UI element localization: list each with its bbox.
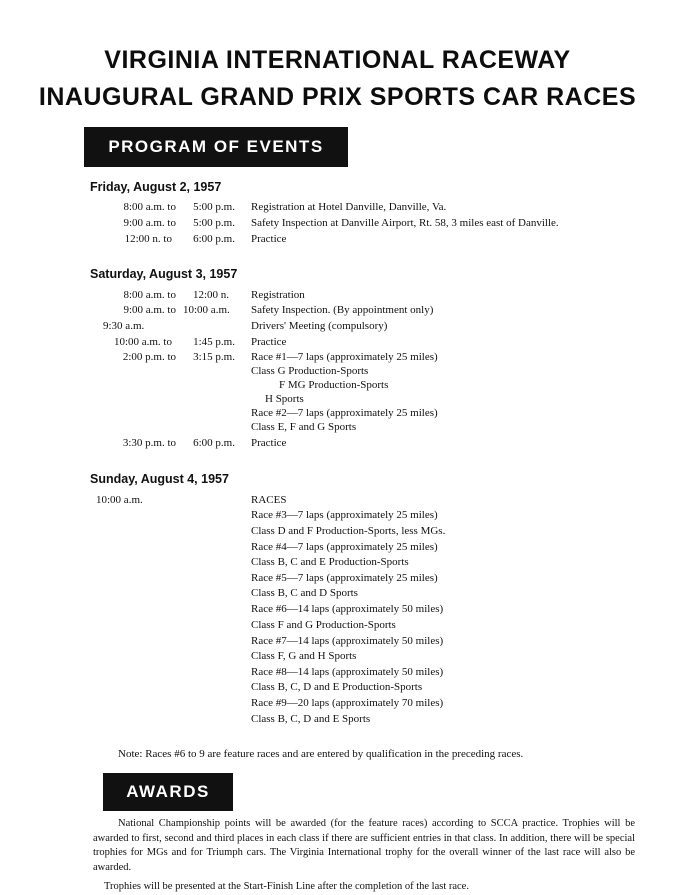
awards-banner: AWARDS [103,773,233,811]
day-heading-saturday: Saturday, August 3, 1957 [90,267,238,281]
event-description: H Sports [265,393,304,405]
event-description: Race #9—20 laps (approximately 70 miles) [251,697,444,709]
event-time-end: 10:00 a.m. [183,304,230,316]
trophy-presentation-text: Trophies will be presented at the Start-Finish Line after the completion of the last race. [104,881,469,892]
event-time-end: 6:00 p.m. [193,233,235,245]
event-description: Practice [251,233,287,245]
event-description: Race #6—14 laps (approximately 50 miles) [251,603,444,615]
page-title-line-1: VIRGINIA INTERNATIONAL RACEWAY [104,46,571,74]
event-description: RACES [251,494,287,506]
event-description: Race #2—7 laps (approximately 25 miles) [251,407,438,419]
event-time-end: 3:15 p.m. [193,351,235,363]
event-time-start: 12:00 n. to [124,233,172,245]
event-description: F MG Production-Sports [279,379,389,391]
event-time-start: 8:00 a.m. to [123,289,176,301]
event-description: Class B, C and D Sports [251,587,358,599]
event-description: Class F and G Production-Sports [251,619,396,631]
event-description: Registration [251,289,305,301]
event-time-start: 9:00 a.m. to [123,217,176,229]
event-description: Safety Inspection at Danville Airport, Rt. 58, 3 miles east of Danville. [251,217,559,229]
event-description: Race #3—7 laps (approximately 25 miles) [251,509,438,521]
day-heading-friday: Friday, August 2, 1957 [90,180,222,194]
event-description: Race #5—7 laps (approximately 25 miles) [251,572,438,584]
event-time-start: 9:30 a.m. [103,320,145,332]
event-time-end: 5:00 p.m. [193,217,235,229]
event-description: Race #7—14 laps (approximately 50 miles) [251,635,444,647]
program-banner: PROGRAM OF EVENTS [84,127,348,167]
event-time-start: 8:00 a.m. to [123,201,176,213]
event-description: Practice [251,336,287,348]
event-description: Class B, C and E Production-Sports [251,556,409,568]
event-time-end: 6:00 p.m. [193,437,235,449]
event-description: Race #4—7 laps (approximately 25 miles) [251,541,438,553]
event-description: Race #8—14 laps (approximately 50 miles) [251,666,444,678]
event-description: Registration at Hotel Danville, Danville, Va. [251,201,447,213]
event-time-start: 10:00 a.m. [96,494,143,506]
awards-paragraph: National Championship points will be awarded (for the feature races) according to SCCA practice. Trophies will be awarded to first, second and third places in each class if there are sufficient entries in that class. In addition, there will be special trophies for MGs and for Triumph cars. The Virginia International trophy for the overall winner of the last race will also be awarded. [93,818,635,873]
event-time-start: 10:00 a.m. to [113,336,172,348]
event-time-end: 5:00 p.m. [193,201,235,213]
event-description: Safety Inspection. (By appointment only) [251,304,434,316]
event-time-end: 12:00 n. [192,289,229,301]
event-description: Class F, G and H Sports [251,650,357,662]
event-description: Class B, C, D and E Sports [251,713,371,725]
event-description: Class E, F and G Sports [251,421,357,433]
event-description: Race #1—7 laps (approximately 25 miles) [251,351,438,363]
event-description: Class D and F Production-Sports, less MGs. [251,525,446,537]
event-time-start: 2:00 p.m. to [122,351,176,363]
event-description: Drivers' Meeting (compulsory) [251,320,388,332]
page-title-line-2: INAUGURAL GRAND PRIX SPORTS CAR RACES [38,83,637,111]
event-time-start: 9:00 a.m. to [123,304,176,316]
feature-races-note: Note: Races #6 to 9 are feature races and are entered by qualification in the preceding races. [118,748,524,760]
event-description: Practice [251,437,287,449]
event-description: Class G Production-Sports [251,365,369,377]
event-time-end: 1:45 p.m. [193,336,235,348]
day-heading-sunday: Sunday, August 4, 1957 [90,472,229,486]
event-time-start: 3:30 p.m. to [122,437,176,449]
event-description: Class B, C, D and E Production-Sports [251,681,423,693]
